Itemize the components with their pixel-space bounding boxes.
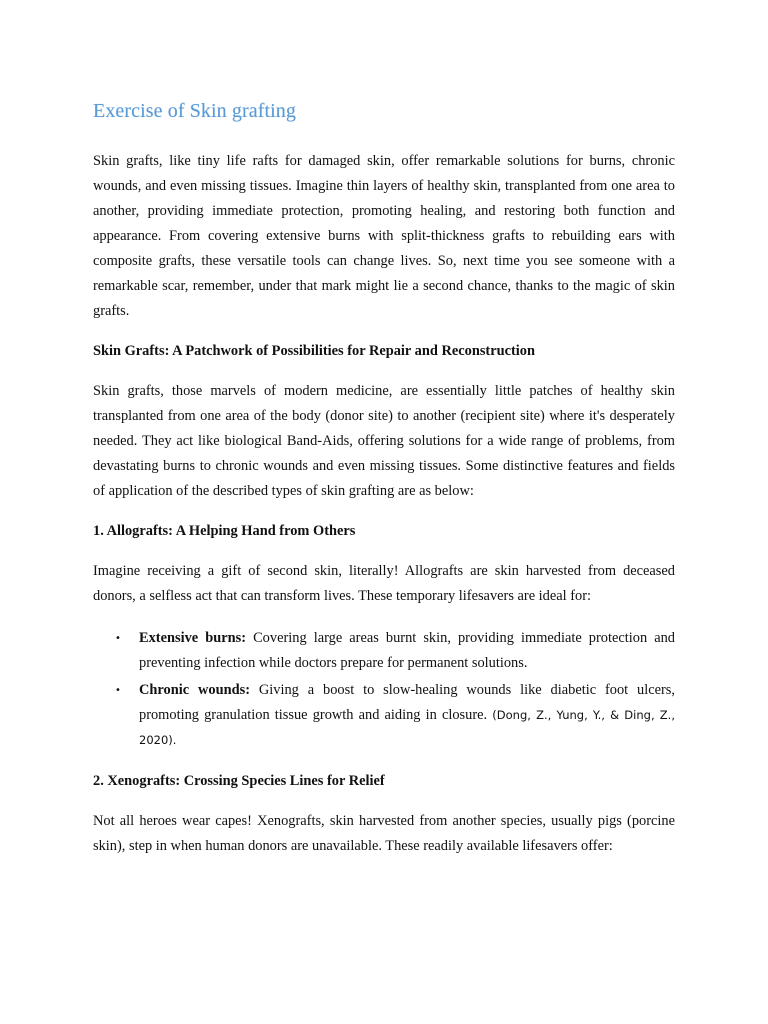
- intro-paragraph: Skin grafts, like tiny life rafts for damaged skin, offer remarkable solutions for burns, chronic wounds, and even missing tissues. Imagine thin layers of healthy skin, transplanted from one area to another, providing immediate protection, promoting healing, and restoring both function and appearance. From covering extensive burns with split-thickness grafts to rebuilding ears with composite grafts, these versatile tools can change lives. So, next time you see someone with a remarkable scar, remember, under that mark might lie a second chance, thanks to the magic of skin grafts.: [93, 153, 675, 319]
- bullet-text: Giving a boost to slow-healing wounds like diabetic foot ulcers, promoting granulation tissue growth and aiding in closure.: [139, 682, 676, 723]
- bullet-term: Extensive burns:: [139, 630, 247, 646]
- document-title: Exercise of Skin grafting: [93, 100, 296, 122]
- section-heading: Skin Grafts: A Patchwork of Possibilities for Repair and Reconstruction: [93, 343, 535, 359]
- allografts-heading: 1. Allografts: A Helping Hand from Others: [93, 523, 356, 539]
- list-item: [93, 626, 675, 676]
- section-paragraph: Skin grafts, those marvels of modern medicine, are essentially little patches of healthy skin transplanted from one area of the body (donor site) to another (recipient site) where it's desperately needed. They act like biological Band-Aids, offering solutions for a wide range of problems, from devastating burns to chronic wounds and even missing tissues. Some distinctive features and fields of application of the described types of skin grafting are as below:: [93, 383, 675, 499]
- bullet-text: Covering large areas burnt skin, providing immediate protection and preventing infection while doctors prepare for permanent solutions.: [139, 630, 675, 671]
- bullet-icon: •: [115, 633, 121, 644]
- bullet-citation: (Dong, Z., Yung, Y., & Ding, Z., 2020).: [139, 708, 675, 747]
- bullet-term: Chronic wounds:: [139, 682, 250, 698]
- xenografts-heading: 2. Xenografts: Crossing Species Lines for Relief: [93, 773, 385, 789]
- allografts-paragraph: Imagine receiving a gift of second skin, literally! Allografts are skin harvested from deceased donors, a selfless act that can transform lives. These temporary lifesavers are ideal for:: [93, 563, 675, 604]
- list-item: [93, 678, 675, 753]
- bullet-icon: •: [115, 685, 121, 696]
- xenografts-paragraph: Not all heroes wear capes! Xenografts, skin harvested from another species, usually pigs (porcine skin), step in when human donors are unavailable. These readily available lifesavers offer:: [93, 813, 675, 854]
- allografts-bullet-list: [93, 626, 675, 753]
